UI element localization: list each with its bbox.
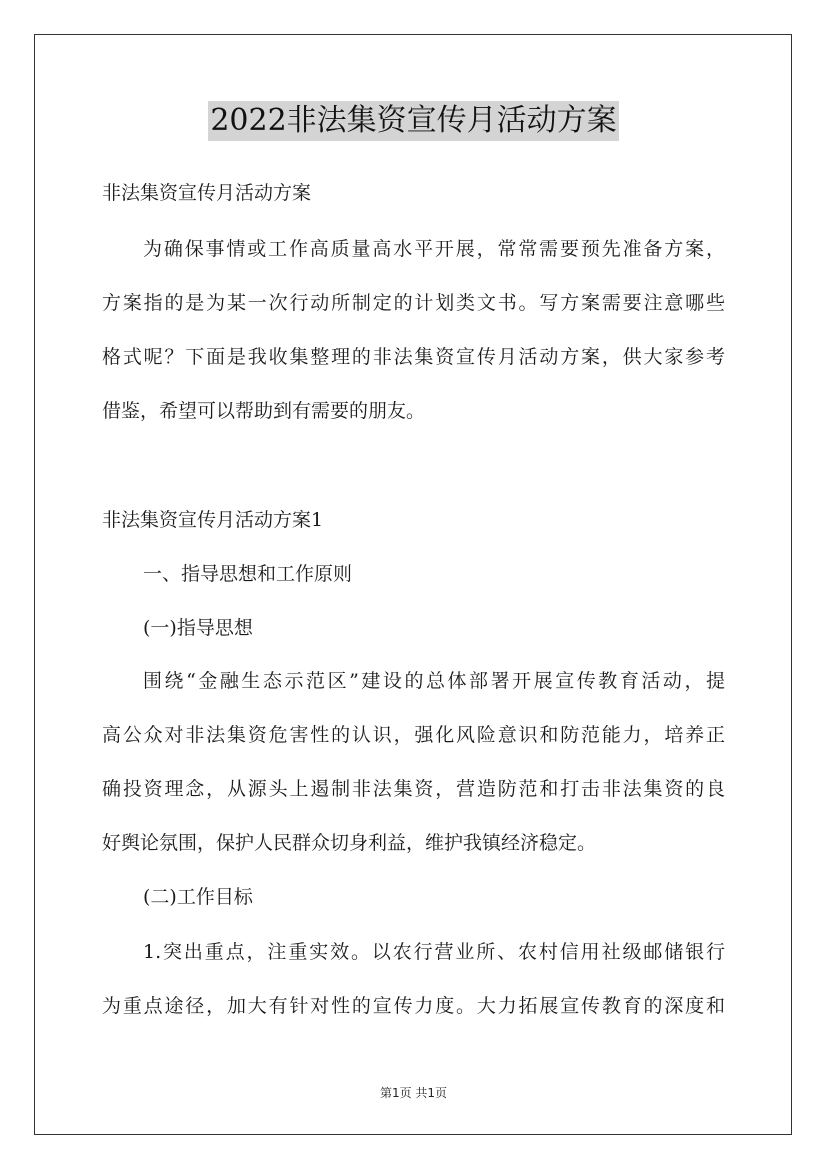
paragraph-line: 格式呢？下面是我收集整理的非法集资宣传月活动方案，供大家参考 [102,346,725,368]
subheading: (二)工作目标 [143,886,253,908]
paragraph-line: 高公众对非法集资危害性的认识，强化风险意识和防范能力，培养正 [102,724,725,746]
paragraph-line: 为重点途径，加大有针对性的宣传力度。大力拓展宣传教育的深度和 [102,995,725,1017]
paragraph-line: 确投资理念，从源头上遏制非法集资，营造防范和打击非法集资的良 [102,778,725,800]
page-number-footer: 第1页 共1页 [379,1086,448,1100]
paragraph-line: 方案指的是为某一次行动所制定的计划类文书。写方案需要注意哪些 [102,292,725,314]
title-container [0,101,827,141]
subheading: (一)指导思想 [143,617,253,639]
document-title: 2022非法集资宣传月活动方案 [208,101,618,141]
paragraph-line: 1.突出重点，注重实效。以农行营业所、农村信用社级邮储银行 [143,941,725,963]
section-heading: 非法集资宣传月活动方案 [102,182,312,204]
paragraph-line: 为确保事情或工作高质量高水平开展，常常需要预先准备方案， [143,238,725,260]
paragraph-line: 好舆论氛围，保护人民群众切身利益，维护我镇经济稳定。 [102,832,597,854]
paragraph-line: 借鉴，希望可以帮助到有需要的朋友。 [102,400,426,422]
paragraph-line: 围绕“金融生态示范区”建设的总体部署开展宣传教育活动，提 [143,670,725,692]
subheading: 一、指导思想和工作原则 [143,563,353,585]
section-heading: 非法集资宣传月活动方案1 [102,509,324,531]
